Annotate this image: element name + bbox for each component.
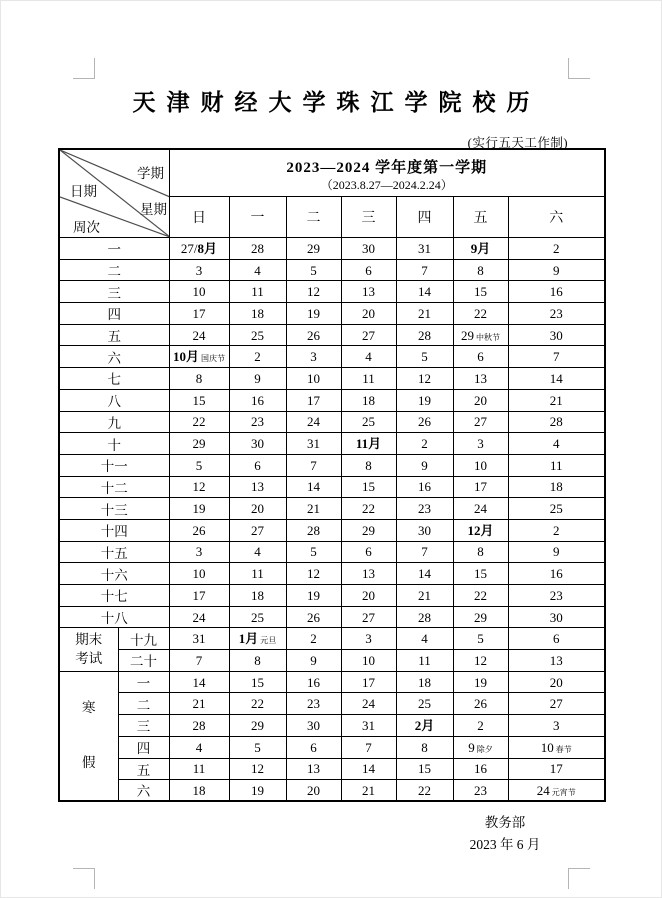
calendar-row: [59, 693, 605, 715]
day-cell: 18: [508, 476, 605, 498]
day-cell: 28: [508, 411, 605, 433]
day-cell: 10: [286, 368, 341, 390]
day-cell: 23: [508, 303, 605, 325]
corner-label-date: 日期: [70, 184, 97, 199]
day-cell: 27: [453, 411, 508, 433]
day-cell: 9 除夕: [453, 736, 508, 758]
day-cell: 10: [341, 650, 396, 672]
calendar-row: [59, 715, 605, 737]
day-cell: 22: [396, 780, 453, 802]
day-cell: 21: [396, 303, 453, 325]
day-cell: 2: [286, 628, 341, 650]
day-cell: 12月: [453, 519, 508, 541]
day-cell: 4: [229, 259, 286, 281]
day-cell: 14: [396, 281, 453, 303]
day-cell: 24: [169, 606, 229, 628]
week-label-cell: 五: [118, 758, 169, 780]
day-cell: 11: [169, 758, 229, 780]
day-cell: 16: [508, 281, 605, 303]
day-cell: 22: [341, 498, 396, 520]
day-cell: 17: [169, 303, 229, 325]
day-cell: 12: [396, 368, 453, 390]
day-cell: 9: [508, 541, 605, 563]
week-label-cell: 十三: [59, 498, 169, 520]
day-cell: 2: [508, 238, 605, 260]
day-cell: 15: [341, 476, 396, 498]
day-cell: 30: [229, 433, 286, 455]
corner-label-week: 周次: [73, 220, 100, 235]
day-cell: 10月 国庆节: [169, 346, 229, 368]
day-cell: 7: [396, 259, 453, 281]
calendar-row: [59, 736, 605, 758]
calendar-row: [59, 303, 605, 325]
day-cell: 30: [341, 238, 396, 260]
day-cell: 15: [169, 389, 229, 411]
weekday-header-thu: 四: [396, 197, 453, 238]
day-cell: 24 元宵节: [508, 780, 605, 802]
day-cell: 29: [453, 606, 508, 628]
footer-department: 教务部: [484, 815, 526, 830]
page-title: 天津财经大学珠江学院校历: [132, 90, 541, 115]
week-label-cell: 九: [59, 411, 169, 433]
calendar-row: [59, 389, 605, 411]
day-cell: 12: [453, 650, 508, 672]
footer: [420, 812, 590, 857]
crop-mark-bottom-left: [73, 868, 95, 889]
day-cell: 17: [169, 585, 229, 607]
day-cell: 23: [508, 585, 605, 607]
calendar-row: [59, 541, 605, 563]
week-label-cell: 六: [59, 346, 169, 368]
day-cell: 17: [286, 389, 341, 411]
day-cell: 3: [453, 433, 508, 455]
calendar-row: [59, 758, 605, 780]
week-label-cell: 三: [59, 281, 169, 303]
day-cell: 9: [508, 259, 605, 281]
day-cell: 2月: [396, 715, 453, 737]
day-cell: 31: [286, 433, 341, 455]
day-cell: 20: [286, 780, 341, 802]
calendar-row: [59, 563, 605, 585]
day-cell: 14: [341, 758, 396, 780]
day-cell: 6: [229, 454, 286, 476]
day-cell: 26: [169, 519, 229, 541]
day-cell: 13: [341, 281, 396, 303]
day-cell: 23: [229, 411, 286, 433]
section-label-cell: 期末 考试: [59, 628, 118, 671]
day-cell: 14: [286, 476, 341, 498]
weekday-header-mon: 一: [229, 197, 286, 238]
day-cell: 30: [396, 519, 453, 541]
day-cell: 22: [453, 303, 508, 325]
day-cell: 6: [508, 628, 605, 650]
day-cell: 2: [396, 433, 453, 455]
week-label-cell: 二: [59, 259, 169, 281]
day-cell: 21: [508, 389, 605, 411]
day-cell: 14: [396, 563, 453, 585]
calendar-row: [59, 606, 605, 628]
day-cell: 5: [286, 259, 341, 281]
day-cell: 3: [286, 346, 341, 368]
day-cell: 8: [396, 736, 453, 758]
day-cell: 11月: [341, 433, 396, 455]
day-cell: 20: [341, 303, 396, 325]
day-cell: 10: [169, 563, 229, 585]
day-cell: 29: [229, 715, 286, 737]
day-cell: 15: [396, 758, 453, 780]
weekday-header-sun: 日: [169, 197, 229, 238]
day-cell: 12: [169, 476, 229, 498]
week-label-cell: 一: [59, 238, 169, 260]
week-label-cell: 十七: [59, 585, 169, 607]
day-cell: 4: [341, 346, 396, 368]
day-cell: 27: [508, 693, 605, 715]
day-cell: 27: [341, 324, 396, 346]
calendar-row: [59, 281, 605, 303]
week-label-cell: 十一: [59, 454, 169, 476]
calendar-row: [59, 411, 605, 433]
day-cell: 18: [169, 780, 229, 802]
day-cell: 18: [396, 671, 453, 693]
week-label-cell: 五: [59, 324, 169, 346]
calendar-row: [59, 368, 605, 390]
week-label-cell: 二: [118, 693, 169, 715]
calendar-table: [58, 148, 606, 802]
day-cell: 5: [169, 454, 229, 476]
day-cell: 14: [508, 368, 605, 390]
day-cell: 25: [508, 498, 605, 520]
section-label-cell: 寒 假: [59, 671, 118, 801]
day-cell: 11: [508, 454, 605, 476]
day-cell: 6: [286, 736, 341, 758]
week-label-cell: 一: [118, 671, 169, 693]
day-cell: 5: [229, 736, 286, 758]
day-cell: 3: [508, 715, 605, 737]
week-label-cell: 六: [118, 780, 169, 802]
day-cell: 30: [508, 324, 605, 346]
day-cell: 30: [286, 715, 341, 737]
week-label-cell: 十五: [59, 541, 169, 563]
day-cell: 9: [396, 454, 453, 476]
calendar-row: [59, 433, 605, 455]
week-label-cell: 二十: [118, 650, 169, 672]
day-cell: 10: [453, 454, 508, 476]
week-label-cell: 三: [118, 715, 169, 737]
day-cell: 2: [508, 519, 605, 541]
day-cell: 13: [508, 650, 605, 672]
day-cell: 22: [229, 693, 286, 715]
semester-header: [169, 149, 605, 197]
day-cell: 13: [286, 758, 341, 780]
day-cell: 24: [286, 411, 341, 433]
calendar-row: [59, 238, 605, 260]
day-cell: 28: [169, 715, 229, 737]
day-cell: 11: [341, 368, 396, 390]
day-cell: 10 春节: [508, 736, 605, 758]
day-cell: 6: [341, 541, 396, 563]
day-cell: 24: [453, 498, 508, 520]
week-label-cell: 八: [59, 389, 169, 411]
calendar-row: [59, 476, 605, 498]
day-cell: 19: [286, 585, 341, 607]
day-cell: 27/8月: [169, 238, 229, 260]
day-cell: 16: [286, 671, 341, 693]
weekday-header-wed: 三: [341, 197, 396, 238]
day-cell: 11: [229, 563, 286, 585]
day-cell: 12: [286, 281, 341, 303]
day-cell: 8: [453, 259, 508, 281]
day-cell: 13: [341, 563, 396, 585]
day-cell: 26: [396, 411, 453, 433]
calendar-row: [59, 324, 605, 346]
week-label-cell: 七: [59, 368, 169, 390]
day-cell: 14: [169, 671, 229, 693]
day-cell: 13: [453, 368, 508, 390]
day-cell: 20: [229, 498, 286, 520]
day-cell: 7: [169, 650, 229, 672]
week-label-cell: 十: [59, 433, 169, 455]
week-label-cell: 四: [59, 303, 169, 325]
day-cell: 29: [341, 519, 396, 541]
weekday-header-sat: 六: [508, 197, 605, 238]
day-cell: 19: [286, 303, 341, 325]
work-system-note: (实行五天工作制): [467, 136, 568, 150]
day-cell: 2: [229, 346, 286, 368]
crop-mark-top-left: [73, 58, 95, 79]
day-cell: 21: [286, 498, 341, 520]
calendar-row: [59, 346, 605, 368]
day-cell: 20: [508, 671, 605, 693]
day-cell: 19: [396, 389, 453, 411]
day-cell: 26: [286, 606, 341, 628]
week-label-cell: 十八: [59, 606, 169, 628]
day-cell: 3: [341, 628, 396, 650]
day-cell: 17: [341, 671, 396, 693]
semester-date-range: （2023.8.27—2024.2.24）: [320, 177, 453, 192]
corner-label-weekday: 星期: [140, 202, 167, 217]
day-cell: 4: [169, 736, 229, 758]
day-cell: 29: [286, 238, 341, 260]
day-cell: 31: [341, 715, 396, 737]
calendar-row: [59, 259, 605, 281]
day-cell: 19: [229, 780, 286, 802]
day-cell: 5: [453, 628, 508, 650]
calendar-row: [59, 519, 605, 541]
week-label-cell: 四: [118, 736, 169, 758]
day-cell: 9: [286, 650, 341, 672]
week-label-cell: 十六: [59, 563, 169, 585]
day-cell: 28: [396, 606, 453, 628]
calendar-row: [59, 780, 605, 802]
calendar-body: [59, 238, 605, 802]
semester-header-row: [59, 149, 605, 197]
week-label-cell: 十二: [59, 476, 169, 498]
semester-title: 2023—2024 学年度第一学期: [286, 159, 488, 176]
day-cell: 27: [229, 519, 286, 541]
day-cell: 31: [169, 628, 229, 650]
day-cell: 25: [229, 324, 286, 346]
day-cell: 25: [341, 411, 396, 433]
day-cell: 4: [229, 541, 286, 563]
day-cell: 12: [286, 563, 341, 585]
day-cell: 8: [229, 650, 286, 672]
crop-mark-bottom-right: [568, 868, 590, 889]
corner-diagonal-graphic: [60, 150, 169, 237]
day-cell: 17: [453, 476, 508, 498]
day-cell: 17: [508, 758, 605, 780]
footer-date: 2023 年 6 月: [469, 837, 541, 853]
day-cell: 15: [453, 281, 508, 303]
day-cell: 28: [286, 519, 341, 541]
day-cell: 11: [396, 650, 453, 672]
calendar-row: [59, 671, 605, 693]
day-cell: 7: [341, 736, 396, 758]
day-cell: 21: [341, 780, 396, 802]
day-cell: 18: [229, 303, 286, 325]
day-cell: 18: [229, 585, 286, 607]
week-label-cell: 十九: [118, 628, 169, 650]
day-cell: 31: [396, 238, 453, 260]
calendar-row: [59, 650, 605, 672]
day-cell: 8: [169, 368, 229, 390]
day-cell: 20: [341, 585, 396, 607]
day-cell: 7: [396, 541, 453, 563]
day-cell: 15: [229, 671, 286, 693]
day-cell: 23: [453, 780, 508, 802]
weekday-header-fri: 五: [453, 197, 508, 238]
day-cell: 16: [229, 389, 286, 411]
day-cell: 16: [453, 758, 508, 780]
week-label-cell: 十四: [59, 519, 169, 541]
crop-mark-top-right: [568, 58, 590, 79]
weekday-header-tue: 二: [286, 197, 341, 238]
day-cell: 6: [341, 259, 396, 281]
day-cell: 26: [453, 693, 508, 715]
day-cell: 30: [508, 606, 605, 628]
day-cell: 10: [169, 281, 229, 303]
day-cell: 21: [396, 585, 453, 607]
day-cell: 13: [229, 476, 286, 498]
day-cell: 27: [341, 606, 396, 628]
day-cell: 23: [396, 498, 453, 520]
calendar-row: [59, 498, 605, 520]
day-cell: 19: [169, 498, 229, 520]
corner-header-cell: [59, 149, 169, 238]
day-cell: 28: [229, 238, 286, 260]
day-cell: 25: [396, 693, 453, 715]
day-cell: 5: [286, 541, 341, 563]
calendar-row: [59, 628, 605, 650]
day-cell: 22: [169, 411, 229, 433]
day-cell: 9月: [453, 238, 508, 260]
day-cell: 29 中秋节: [453, 324, 508, 346]
day-cell: 6: [453, 346, 508, 368]
day-cell: 29: [169, 433, 229, 455]
day-cell: 4: [508, 433, 605, 455]
day-cell: 22: [453, 585, 508, 607]
day-cell: 12: [229, 758, 286, 780]
day-cell: 20: [453, 389, 508, 411]
day-cell: 23: [286, 693, 341, 715]
day-cell: 8: [341, 454, 396, 476]
day-cell: 21: [169, 693, 229, 715]
day-cell: 3: [169, 259, 229, 281]
day-cell: 4: [396, 628, 453, 650]
day-cell: 3: [169, 541, 229, 563]
day-cell: 7: [286, 454, 341, 476]
day-cell: 9: [229, 368, 286, 390]
day-cell: 1月 元旦: [229, 628, 286, 650]
day-cell: 24: [169, 324, 229, 346]
day-cell: 28: [396, 324, 453, 346]
day-cell: 18: [341, 389, 396, 411]
day-cell: 8: [453, 541, 508, 563]
calendar-row: [59, 454, 605, 476]
day-cell: 24: [341, 693, 396, 715]
day-cell: 7: [508, 346, 605, 368]
calendar-row: [59, 585, 605, 607]
day-cell: 15: [453, 563, 508, 585]
day-cell: 19: [453, 671, 508, 693]
day-cell: 2: [453, 715, 508, 737]
day-cell: 16: [396, 476, 453, 498]
corner-label-semester: 学期: [137, 166, 164, 181]
day-cell: 11: [229, 281, 286, 303]
day-cell: 5: [396, 346, 453, 368]
day-cell: 25: [229, 606, 286, 628]
day-cell: 26: [286, 324, 341, 346]
day-cell: 16: [508, 563, 605, 585]
